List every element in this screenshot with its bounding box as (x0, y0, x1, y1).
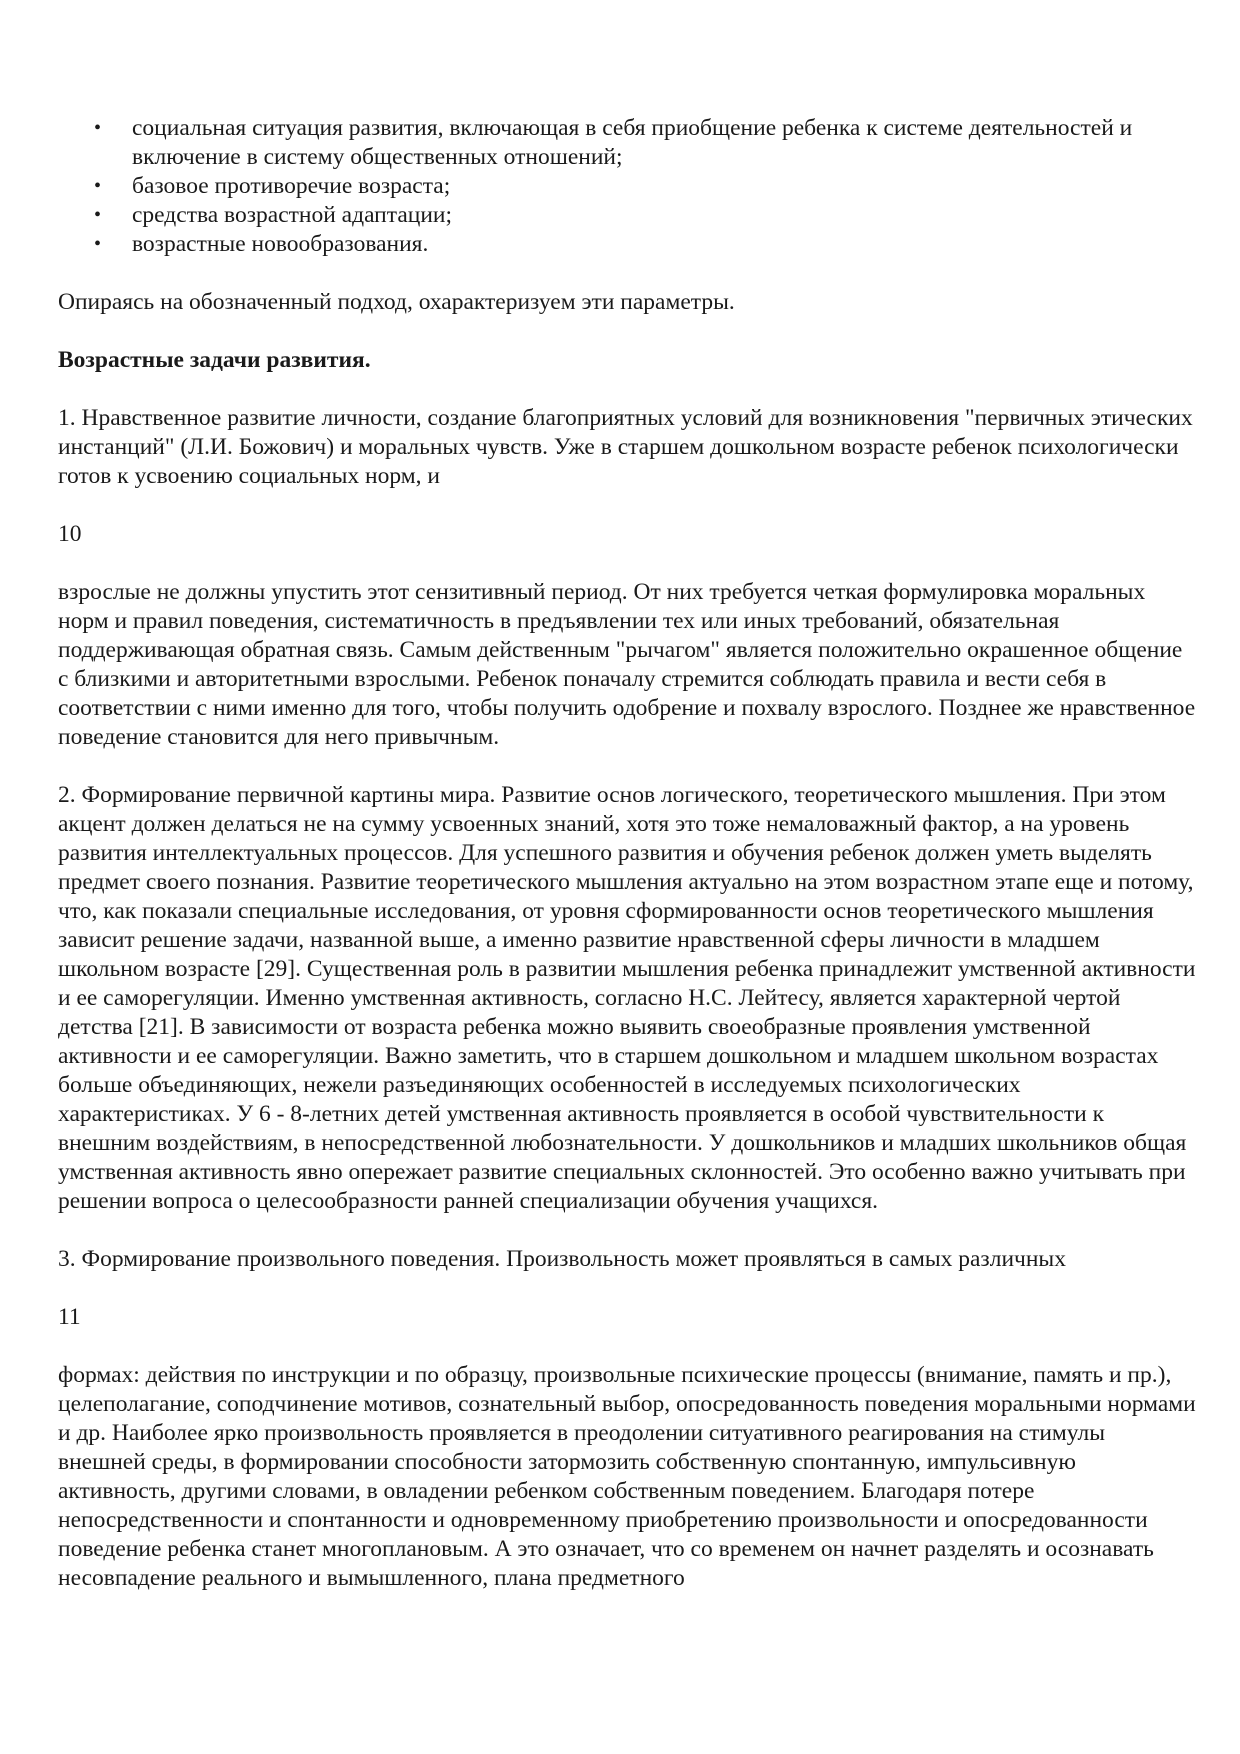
list-item (58, 114, 1198, 172)
page-number-10: 10 (58, 521, 82, 547)
intro-paragraph: Опираясь на обозначенный подход, охарактеризуем эти параметры. (58, 289, 735, 315)
paragraph-4: 3. Формирование произвольного поведения. Произвольность может проявляться в самых различных (58, 1246, 1066, 1272)
parameter-list (58, 114, 1198, 259)
bullet-icon: • (94, 204, 102, 226)
paragraph-2: взрослые не должны упустить этот сензитивный период. От них требуется четкая формулировка моральных норм и правил поведения, систематичность в предъявлении тех или иных требований, обязательная поддерживающая обратная связь. Самым действенным "рычагом" является положительно окрашенное общение с близкими и авторитетными взрослыми. Ребенок поначалу стремится соблюдать правила и вести себя в соответствии с ними именно для того, чтобы получить одобрение и похвалу взрослого. Позднее же нравственное поведение становится для него привычным. (58, 579, 1196, 750)
list-item-text: средства возрастной адаптации; (132, 202, 453, 228)
paragraph-1: 1. Нравственное развитие личности, создание благоприятных условий для возникновения "первичных этических инстанций" (Л.И. Божович) и моральных чувств. Уже в старшем дошкольном возрасте ребенок психологически готов к усвоению социальных норм, и (58, 405, 1193, 489)
paragraph-3: 2. Формирование первичной картины мира. Развитие основ логического, теоретического мышления. При этом акцент должен делаться не на сумму усвоенных знаний, хотя это тоже немаловажный фактор, а на уровень развития интеллектуальных процессов. Для успешного развития и обучения ребенок должен уметь выделять предмет своего познания. Развитие теоретического мышления актуально на этом возрастном этапе еще и потому, что, как показали специальные исследования, от уровня сформированности основ теоретического мышления зависит решение задачи, названной выше, а именно развитие нравственной сферы личности в младшем школьном возрасте [29]. Существенная роль в развитии мышления ребенка принадлежит умственной активности и ее саморегуляции. Именно умственная активность, согласно Н.С. Лейтесу, является характерной чертой детства [21]. В зависимости от возраста ребенка можно выявить своеобразные проявления умственной активности и ее саморегуляции. Важно заметить, что в старшем дошкольном и младшем школьном возрастах больше объединяющих, нежели разъединяющих особенностей в исследуемых психологических характеристиках. У 6 - 8-летних детей умственная активность проявляется в особой чувствительности к внешним воздействиям, в непосредственной любознательности. У дошкольников и младших школьников общая умственная активность явно опережает развитие специальных склонностей. Это особенно важно учитывать при решении вопроса о целесообразности ранней специализации обучения учащихся. (58, 782, 1196, 1214)
list-item-text: социальная ситуация развития, включающая в себя приобщение ребенка к системе деятельностей и включение в систему общественных отношений; (132, 115, 1133, 170)
list-item (58, 201, 1198, 230)
paragraph-5: формах: действия по инструкции и по образцу, произвольные психические процессы (внимание, память и пр.), целеполагание, соподчинение мотивов, сознательный выбор, опосредованность поведения моральными нормами и др. Наиболее ярко произвольность проявляется в преодолении ситуативного реагирования на стимулы внешней среды, в формировании способности затормозить собственную спонтанную, импульсивную активность, другими словами, в овладении ребенком собственным поведением. Благодаря потере непосредственности и спонтанности и одновременному приобретению произвольности и опосредованности поведение ребенка станет многоплановым. А это означает, что со временем он начнет разделять и осознавать несовпадение реального и вымышленного, плана предметного (58, 1362, 1196, 1591)
bullet-icon: • (94, 175, 102, 197)
list-item-text: возрастные новообразования. (132, 231, 429, 257)
document-page (58, 114, 1198, 1593)
section-heading: Возрастные задачи развития. (58, 347, 371, 373)
bullet-icon: • (94, 233, 102, 255)
list-item (58, 172, 1198, 201)
list-item-text: базовое противоречие возраста; (132, 173, 451, 199)
bullet-icon: • (94, 117, 102, 139)
list-item (58, 230, 1198, 259)
page-number-11: 11 (58, 1304, 81, 1330)
